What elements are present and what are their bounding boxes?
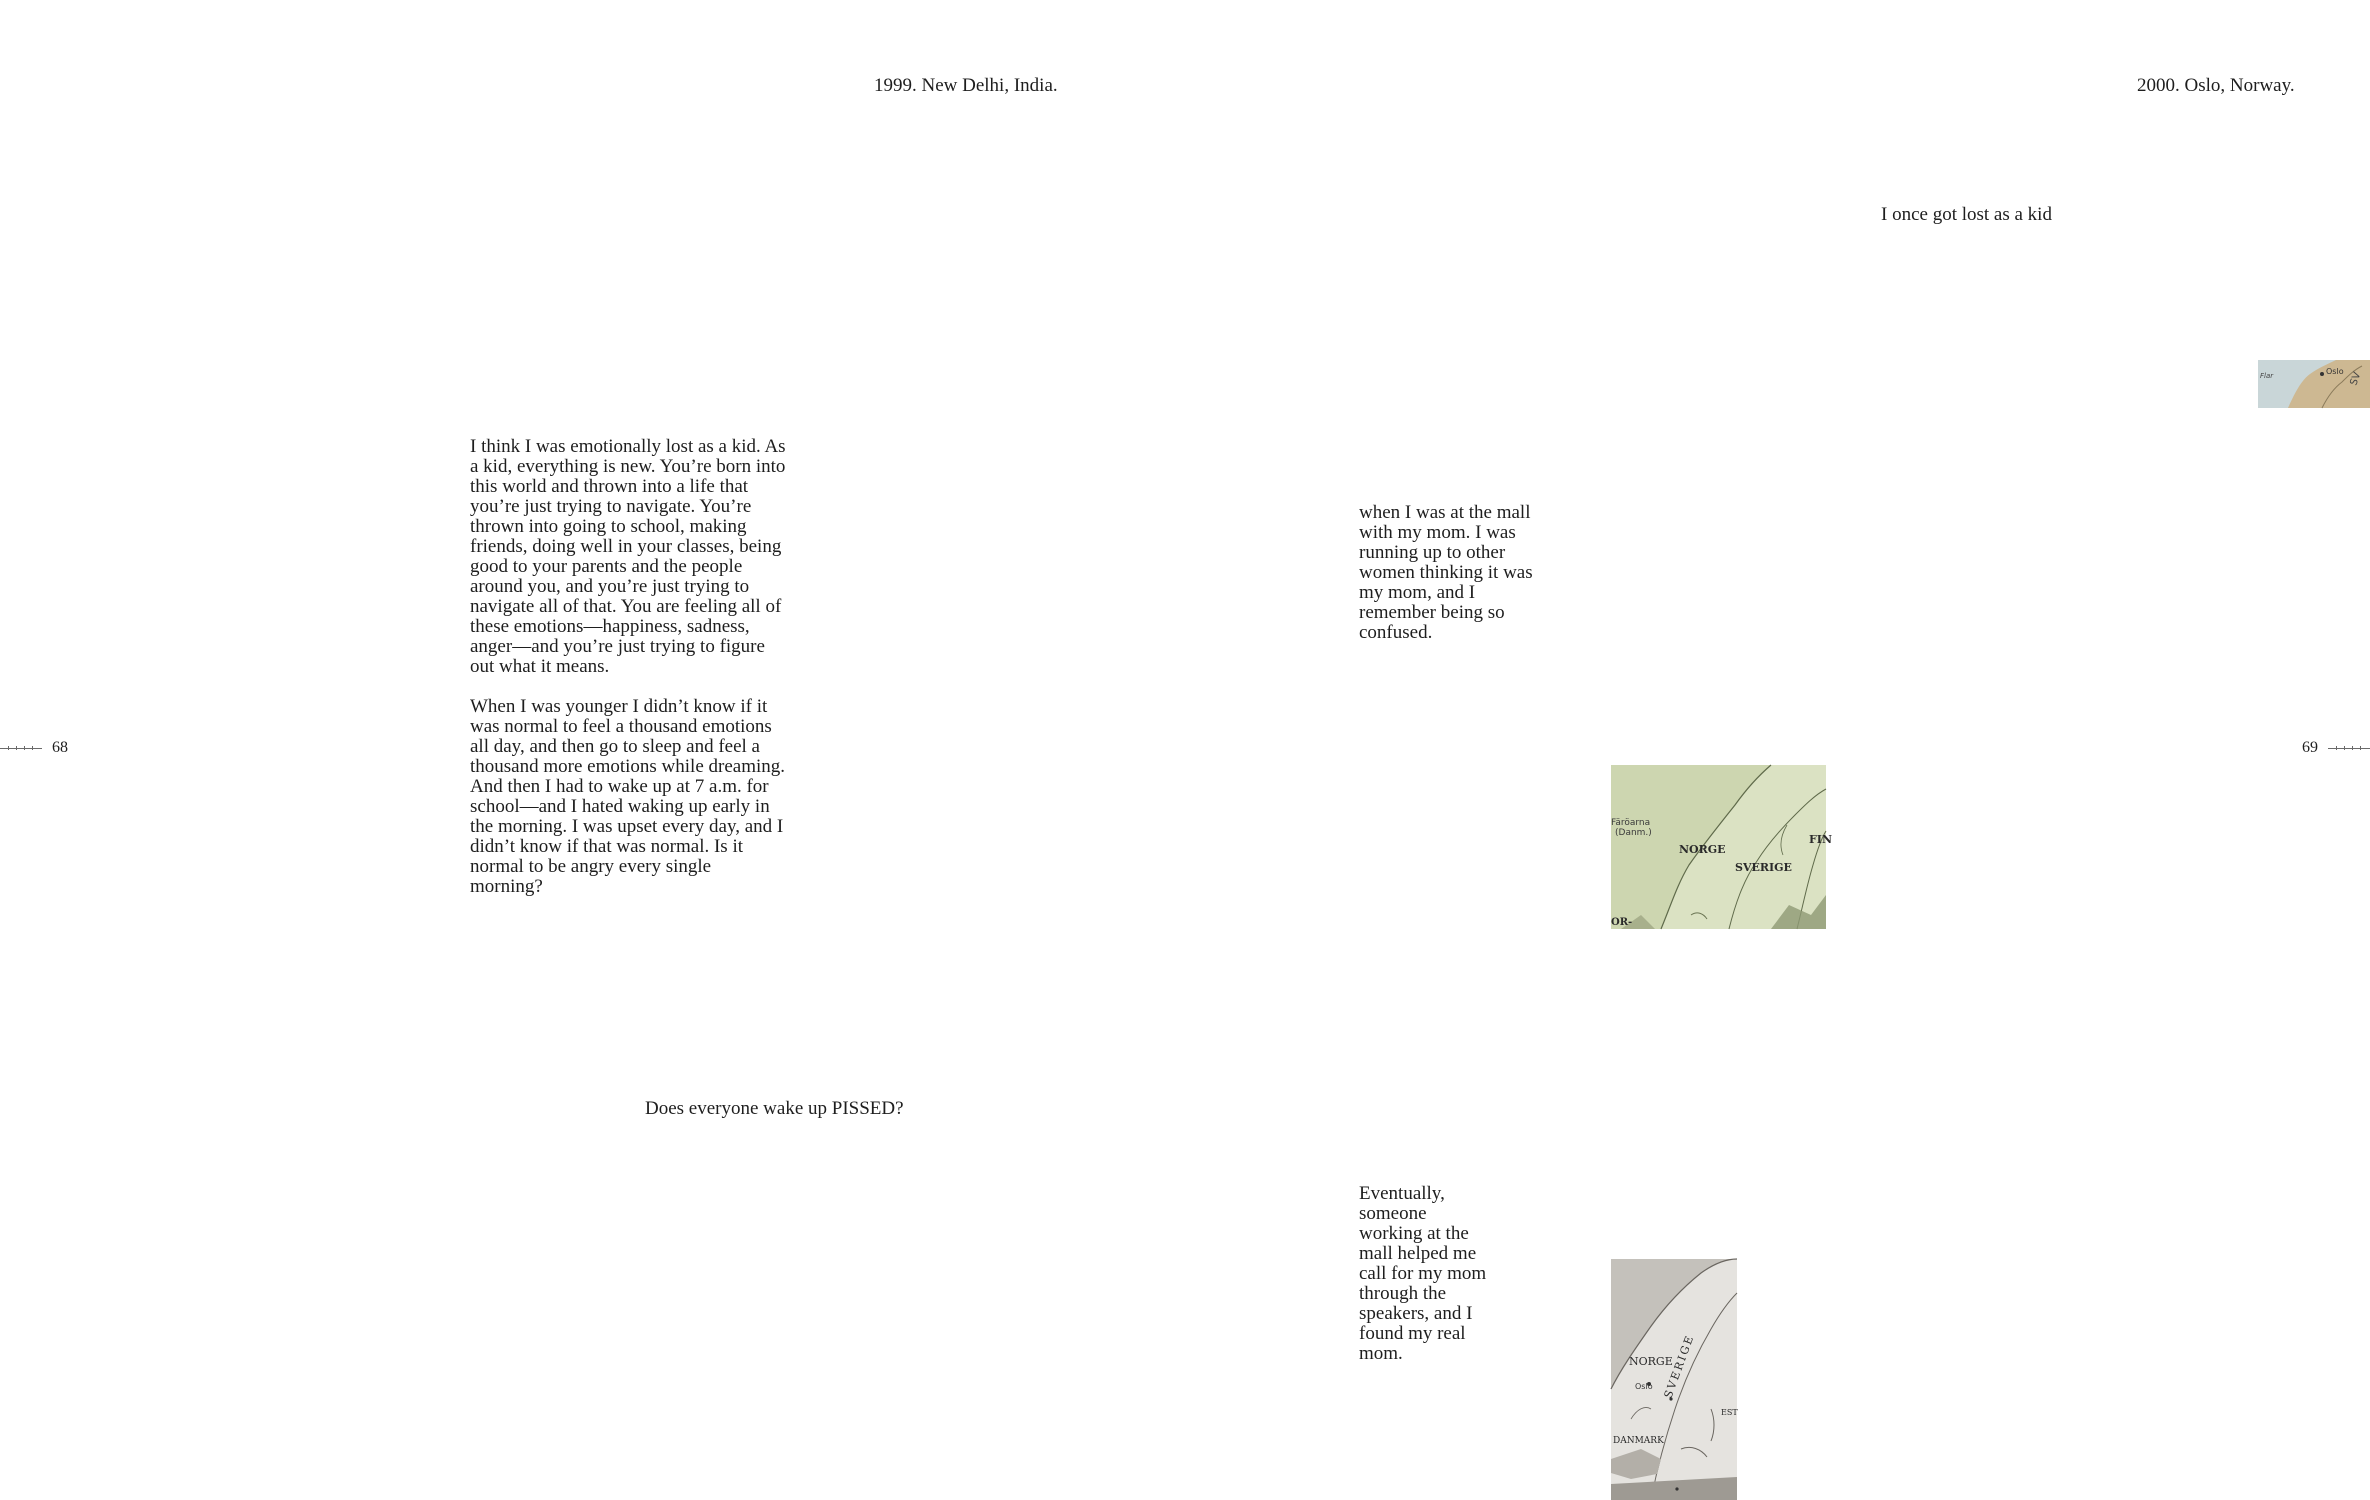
map-label-fin: FIN (1809, 833, 1833, 846)
map-scandinavia-grey (1611, 1259, 1737, 1500)
paragraph-1: I think I was emotionally lost as a kid. As a kid, everything is new. You’re born into this world and thrown into a life that you’re just trying to navigate. You’re thrown into going to school, making friends, doing well in your classes, being good to your parents and the people around you, and you’re just trying to navigate all of that. You are feeling all of these emotions—happiness, sadness, anger—and you’re just trying to figure out what it means. (470, 436, 786, 677)
map-label-faroe: Färöarna (1611, 818, 1651, 828)
map-label-est: EST (1721, 1408, 1738, 1417)
map-label-danmark: DANMARK (1613, 1436, 1664, 1446)
map-label-norge: NORGE (1679, 843, 1726, 856)
map-label-oslo: Oslo (2326, 367, 2344, 376)
map-label-sv: SV (2348, 370, 2364, 388)
svg-text:Flar: Flar (2260, 372, 2274, 380)
pull-quote: Does everyone wake up PISSED? (645, 1098, 904, 1119)
right-page-number (2302, 740, 2370, 756)
left-page-header: 1999. New Delhi, India. (874, 75, 1058, 96)
map-crop-oslo (2258, 360, 2370, 408)
story-paragraph-2: Eventually, someone working at the mall helped me call for my mom through the speakers, and I found my real mom. (1359, 1183, 1487, 1364)
tick-rule-left (0, 744, 42, 752)
right-page-header: 2000. Oslo, Norway. (2137, 75, 2295, 96)
map-scandinavia-green (1611, 765, 1833, 929)
map-label-sverige: SVERIGE (1735, 861, 1792, 874)
tick-rule-right (2328, 744, 2370, 752)
map-label-danm: (Danm.) (1615, 828, 1652, 838)
map-label-sverige-grey: SVERIGE (1661, 1332, 1697, 1401)
page-number-69: 69 (2302, 739, 2318, 756)
map-label-oslo-grey: Oslo (1635, 1382, 1653, 1391)
left-page-body (470, 437, 788, 917)
story-paragraph-1: when I was at the mall with my mom. I was running up to other women thinking it was my mom, and I remember being so confused. (1359, 502, 1533, 643)
paragraph-2: When I was younger I didn’t know if it was normal to feel a thousand emotions all day, and then go to sleep and feel a thousand more emotions while dreaming. And then I had to wake up at 7 a.m. for school—and I hated waking up early in the morning. I was upset every day, and I didn’t know if that was normal. Is it normal to be angry every single morning? (470, 696, 786, 897)
page-number-68: 68 (52, 739, 68, 756)
intro-line: I once got lost as a kid (1881, 204, 2052, 225)
left-page-number (0, 740, 68, 756)
map-label-norge-grey: NORGE (1629, 1355, 1673, 1368)
map-label-or: OR- (1611, 917, 1633, 928)
